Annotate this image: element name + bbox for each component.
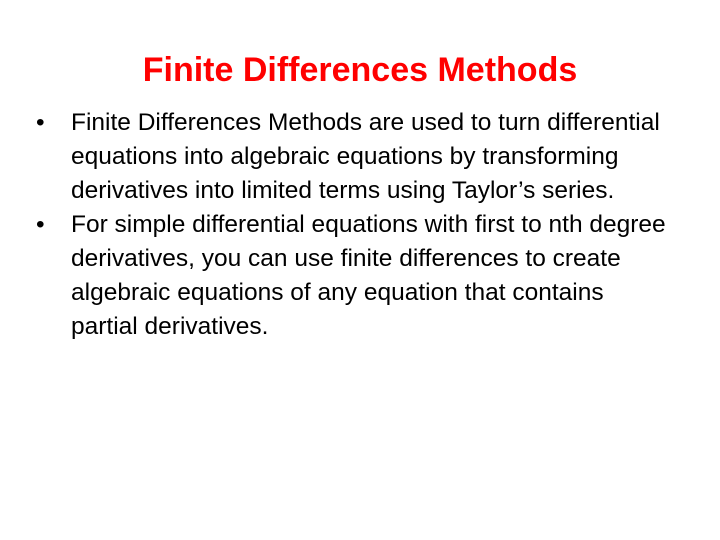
bullet-item xyxy=(36,106,676,208)
slide-title: Finite Differences Methods xyxy=(142,51,578,89)
bullet-list xyxy=(36,106,676,344)
bullet-text: For simple differential equations with first to nth degree derivatives, you can use finite differences to create algebraic equations of any equation that contains partial derivatives. xyxy=(71,211,666,340)
bullet-item xyxy=(36,208,676,344)
bullet-dot-icon: • xyxy=(36,109,45,136)
bullet-dot-icon: • xyxy=(36,211,45,238)
bullet-text: Finite Differences Methods are used to turn differential equations into algebraic equations by transforming derivatives into limited terms using Taylor’s series. xyxy=(71,109,660,204)
